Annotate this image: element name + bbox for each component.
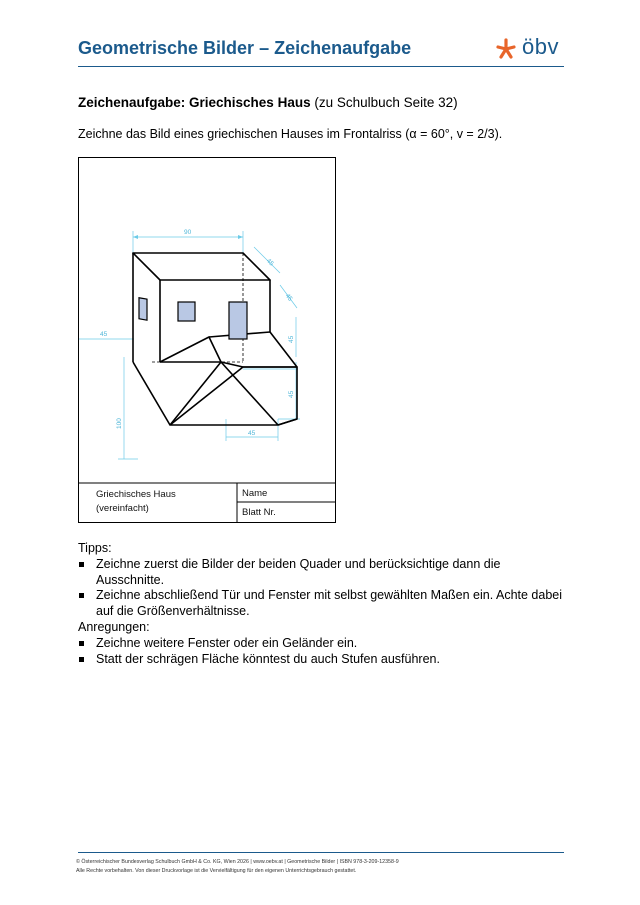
list-item-text: Statt der schrägen Fläche könntest du auch Stufen ausführen. [96, 651, 440, 666]
title-block-name-label: Name [242, 488, 268, 499]
star-icon [498, 40, 514, 57]
bullet-square-icon [79, 593, 84, 598]
task-instruction: Zeichne das Bild eines griechischen Hauses im Frontalriss (α = 60°, v = 2/3). [78, 127, 503, 141]
ideas-heading: Anregungen: [78, 620, 150, 634]
list-item [78, 636, 568, 652]
footer-rights: Alle Rechte vorbehalten. Von dieser Druckvorlage ist die Vervielfältigung für den eigenen Unterrichtsgebrauch gestattet. [76, 868, 357, 874]
dim-left-offset: 45 [100, 331, 108, 338]
ideas-list [78, 636, 568, 667]
dim-height-upper: 45 [288, 335, 295, 343]
task-title-reference: (zu Schulbuch Seite 32) [310, 95, 458, 110]
dim-total-height: 100 [116, 418, 123, 429]
task-title [78, 95, 458, 110]
list-item-text: Zeichne abschließend Tür und Fenster mit selbst gewählten Maßen ein. Achte dabei auf die Größenverhältnisse. [96, 588, 563, 618]
bullet-square-icon [79, 641, 84, 646]
dim-bottom-width: 45 [248, 430, 256, 437]
tips-heading: Tipps: [78, 541, 112, 555]
dim-height-lower: 45 [288, 390, 295, 398]
list-item [78, 557, 568, 588]
house-outline [133, 253, 297, 425]
bullet-square-icon [79, 657, 84, 662]
list-item [78, 588, 568, 619]
dim-depth-lower: 45 [283, 292, 294, 303]
header-divider [78, 66, 564, 67]
tips-list [78, 557, 568, 619]
list-item-text: Zeichne weitere Fenster oder ein Geländer ein. [96, 636, 358, 650]
door [229, 302, 247, 339]
logo-text: öbv [522, 34, 559, 59]
page-title: Geometrische Bilder – Zeichenaufgabe [78, 38, 412, 58]
dim-depth-upper: 45 [264, 257, 275, 268]
footer-copyright: © Österreichischer Bundesverlag Schulbuch GmbH & Co. KG, Wien 2026 | www.oebv.at | Geometrische Bilder | ISBN 978-3-209-12358-9 [76, 859, 399, 865]
task-title-bold: Zeichenaufgabe: Griechisches Haus [78, 95, 311, 110]
title-block-title-line1: Griechisches Haus [96, 489, 176, 500]
front-window [178, 302, 195, 321]
title-block-title-line2: (vereinfacht) [96, 503, 149, 514]
drawing-frame [79, 158, 336, 523]
side-window [139, 298, 147, 320]
footer-divider [78, 852, 564, 853]
technical-drawing [78, 157, 336, 523]
bullet-square-icon [79, 562, 84, 567]
list-item-text: Zeichne zuerst die Bilder der beiden Quader und berücksichtige dann die Ausschnitte. [96, 557, 501, 587]
title-block-sheet-label: Blatt Nr. [242, 507, 276, 518]
list-item [78, 652, 568, 668]
dim-top-width: 90 [184, 229, 192, 236]
